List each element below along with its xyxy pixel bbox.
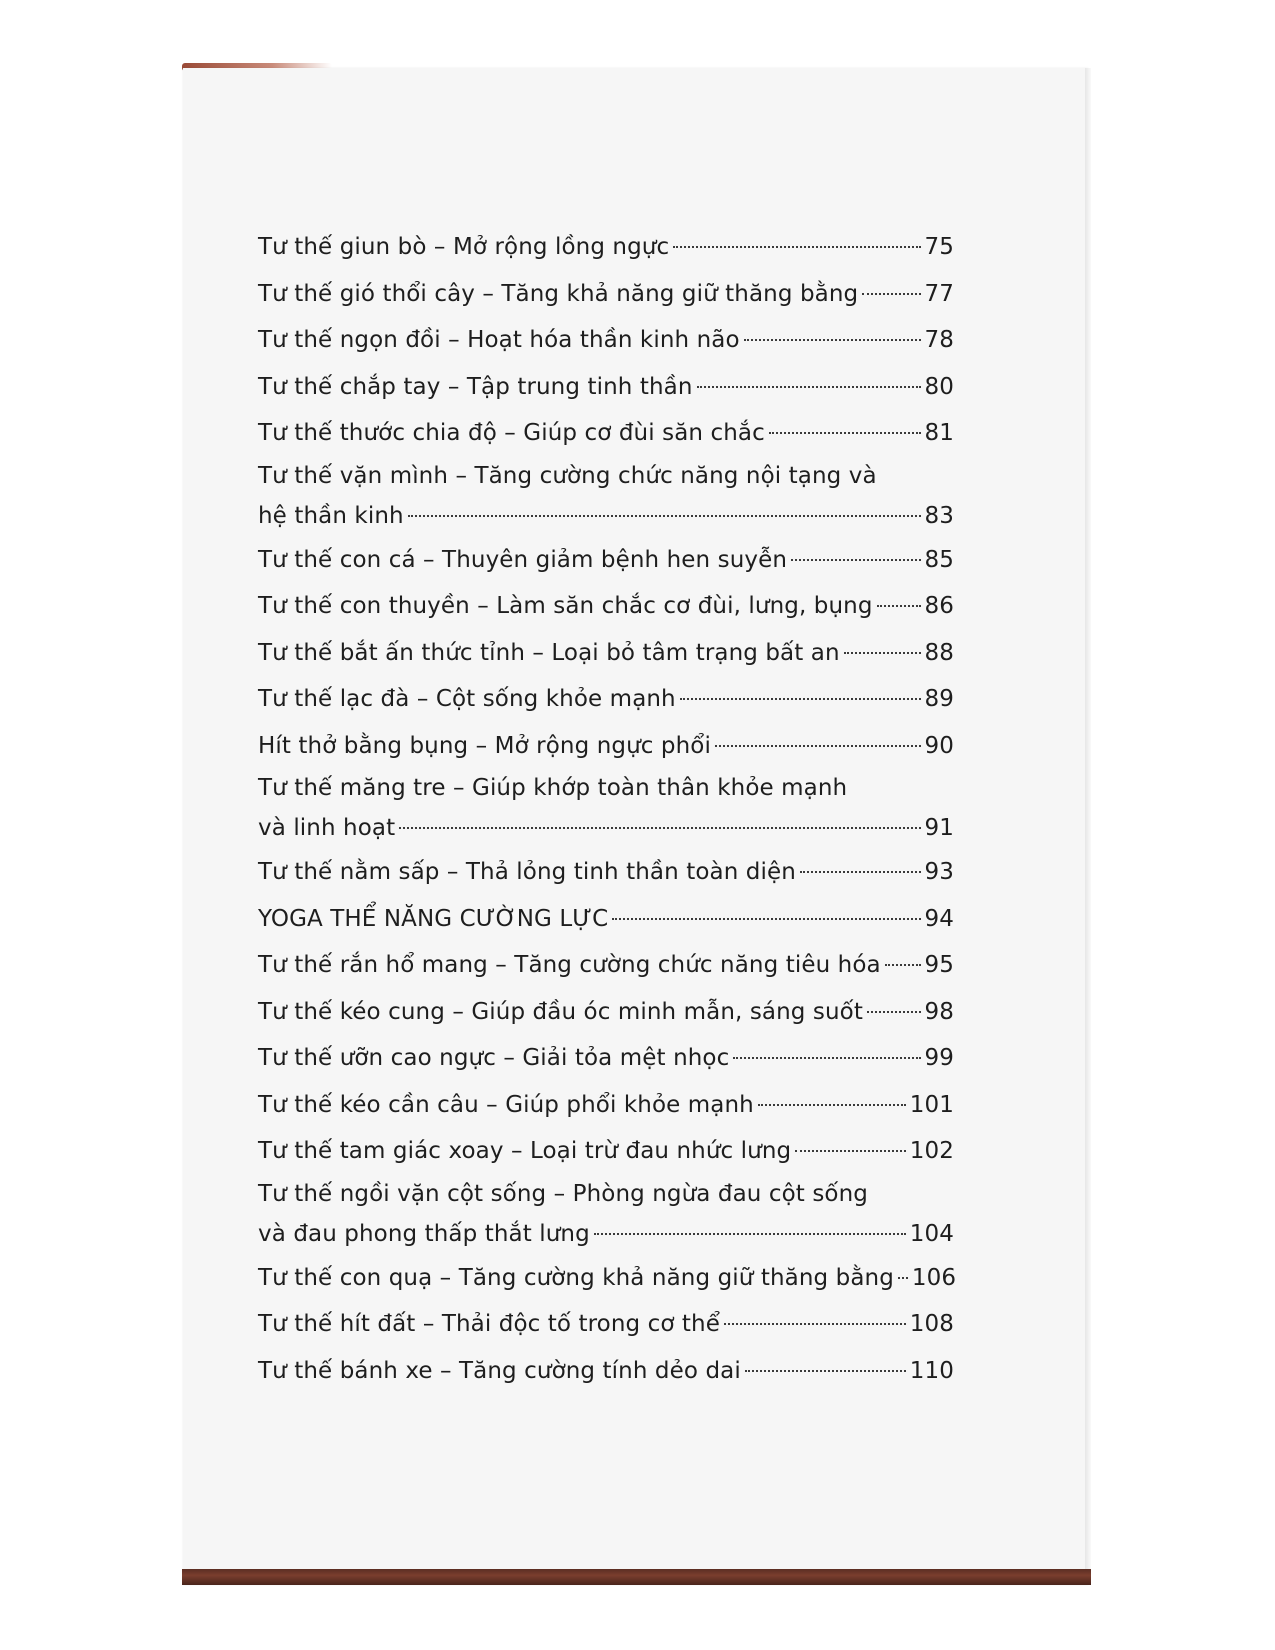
toc-entry-title: Tư thế con quạ – Tăng cường khả năng giữ thăng bằng [258, 1264, 894, 1291]
dot-leader [800, 871, 921, 873]
toc-entry[interactable] [258, 457, 954, 537]
toc-entry-page: 99 [924, 1045, 954, 1071]
dot-leader [744, 339, 921, 341]
toc-entry-title: Tư thế gió thổi cây – Tăng khả năng giữ thăng bằng [258, 280, 859, 307]
dot-leader [697, 386, 921, 388]
toc-entry-title: Tư thế ngọn đồi – Hoạt hóa thần kinh não [258, 327, 740, 353]
dot-leader [715, 745, 921, 747]
toc-entry-title: YOGA THỂ NĂNG CƯỜNG LỰC [258, 905, 609, 932]
dot-leader [724, 1323, 906, 1325]
toc-entry[interactable] [258, 989, 954, 1036]
toc-entry-page: 78 [924, 327, 954, 353]
dot-leader [791, 559, 920, 561]
toc-entry[interactable] [258, 1255, 957, 1302]
dot-leader [612, 918, 920, 920]
book-cover-edge-bottom [182, 1569, 1091, 1585]
table-of-contents [258, 224, 957, 1394]
toc-entry[interactable] [258, 1301, 954, 1348]
toc-entry-page: 94 [924, 905, 954, 932]
toc-entry-page: 80 [924, 373, 954, 400]
toc-entry-page: 91 [924, 815, 954, 841]
dot-leader [862, 293, 920, 295]
toc-entry-page: 110 [909, 1357, 954, 1384]
toc-entry-page: 102 [909, 1138, 954, 1164]
dot-leader [769, 432, 921, 434]
dot-leader [758, 1104, 906, 1106]
toc-entry[interactable] [258, 1175, 954, 1255]
toc-entry[interactable] [258, 849, 954, 896]
toc-entry-title-line1: Tư thế măng tre – Giúp khớp toàn thân khỏe mạnh [258, 775, 848, 801]
toc-entry-title: Tư thế kéo cung – Giúp đầu óc minh mẫn, sáng suốt [258, 998, 863, 1025]
toc-entry-title-line2: và đau phong thấp thắt lưng [258, 1220, 590, 1247]
dot-leader [673, 246, 920, 248]
toc-entry-page: 88 [924, 639, 954, 666]
toc-entry[interactable] [258, 364, 954, 411]
toc-entry-title-line2: hệ thần kinh [258, 502, 404, 529]
toc-entry-title: Tư thế kéo cần câu – Giúp phổi khỏe mạnh [258, 1091, 754, 1118]
dot-leader [399, 827, 920, 829]
toc-entry-title: Hít thở bằng bụng – Mở rộng ngực phổi [258, 732, 711, 759]
toc-entry[interactable] [258, 583, 954, 630]
dot-leader [844, 652, 921, 654]
dot-leader [408, 515, 921, 517]
dot-leader [745, 1370, 906, 1372]
toc-entry-title: Tư thế nằm sấp – Thả lỏng tinh thần toàn diện [258, 859, 796, 885]
toc-entry-title: Tư thế lạc đà – Cột sống khỏe mạnh [258, 686, 676, 712]
toc-entry-title: Tư thế con cá – Thuyên giảm bệnh hen suyễn [258, 546, 788, 573]
dot-leader [795, 1150, 906, 1152]
toc-entry[interactable] [258, 224, 954, 271]
toc-entry-title: Tư thế thước chia độ – Giúp cơ đùi săn chắc [258, 420, 765, 446]
toc-entry[interactable] [258, 723, 954, 770]
toc-entry-page: 93 [924, 859, 954, 885]
toc-entry[interactable] [258, 410, 954, 457]
page-edge-right [1085, 68, 1091, 1585]
toc-entry-page: 75 [924, 234, 954, 260]
dot-leader [594, 1233, 906, 1235]
dot-leader [877, 605, 921, 607]
toc-entry-page: 106 [911, 1264, 957, 1291]
toc-entry-title: Tư thế hít đất – Thải độc tố trong cơ thể [258, 1311, 720, 1337]
toc-entry[interactable] [258, 942, 954, 989]
toc-entry-title: Tư thế ưỡn cao ngực – Giải tỏa mệt nhọc [258, 1045, 730, 1071]
toc-entry[interactable] [258, 630, 954, 677]
dot-leader [733, 1057, 920, 1059]
toc-entry-page: 104 [909, 1220, 954, 1247]
toc-entry-page: 95 [924, 952, 954, 978]
toc-entry[interactable] [258, 271, 954, 318]
toc-entry-title: Tư thế con thuyền – Làm săn chắc cơ đùi, lưng, bụng [258, 593, 873, 619]
dot-leader [898, 1277, 908, 1279]
toc-entry-title-line1: Tư thế vặn mình – Tăng cường chức năng nội tạng và [258, 462, 877, 489]
toc-entry-title: Tư thế rắn hổ mang – Tăng cường chức năng tiêu hóa [258, 952, 881, 978]
toc-entry-title-line2: và linh hoạt [258, 815, 396, 841]
toc-entry-page: 89 [924, 686, 954, 712]
toc-entry-title: Tư thế bắt ấn thức tỉnh – Loại bỏ tâm trạng bất an [258, 639, 840, 666]
toc-section-heading[interactable] [258, 896, 954, 943]
toc-entry-page: 101 [909, 1091, 954, 1118]
toc-entry-title: Tư thế bánh xe – Tăng cường tính dẻo dai [258, 1357, 741, 1384]
toc-entry-page: 85 [924, 546, 954, 573]
toc-entry-page: 90 [924, 732, 954, 759]
toc-entry[interactable] [258, 537, 954, 584]
toc-entry[interactable] [258, 1082, 954, 1129]
toc-entry[interactable] [258, 769, 954, 849]
toc-entry-page: 77 [924, 280, 954, 307]
toc-entry-page: 98 [924, 998, 954, 1025]
dot-leader [680, 698, 921, 700]
toc-entry-page: 108 [909, 1311, 954, 1337]
toc-entry-page: 83 [924, 502, 954, 529]
dot-leader [885, 964, 921, 966]
dot-leader [867, 1011, 921, 1013]
toc-entry-title: Tư thế chắp tay – Tập trung tinh thần [258, 373, 693, 400]
toc-entry[interactable] [258, 1035, 954, 1082]
toc-entry-title: Tư thế tam giác xoay – Loại trừ đau nhức lưng [258, 1138, 792, 1164]
toc-entry-page: 81 [924, 420, 954, 446]
toc-entry[interactable] [258, 1348, 954, 1395]
toc-entry-title: Tư thế giun bò – Mở rộng lồng ngực [258, 234, 670, 260]
toc-entry-page: 86 [924, 593, 954, 619]
toc-entry[interactable] [258, 317, 954, 364]
toc-entry-title-line1: Tư thế ngồi vặn cột sống – Phòng ngừa đau cột sống [258, 1180, 868, 1207]
toc-entry[interactable] [258, 1128, 954, 1175]
toc-entry[interactable] [258, 676, 954, 723]
